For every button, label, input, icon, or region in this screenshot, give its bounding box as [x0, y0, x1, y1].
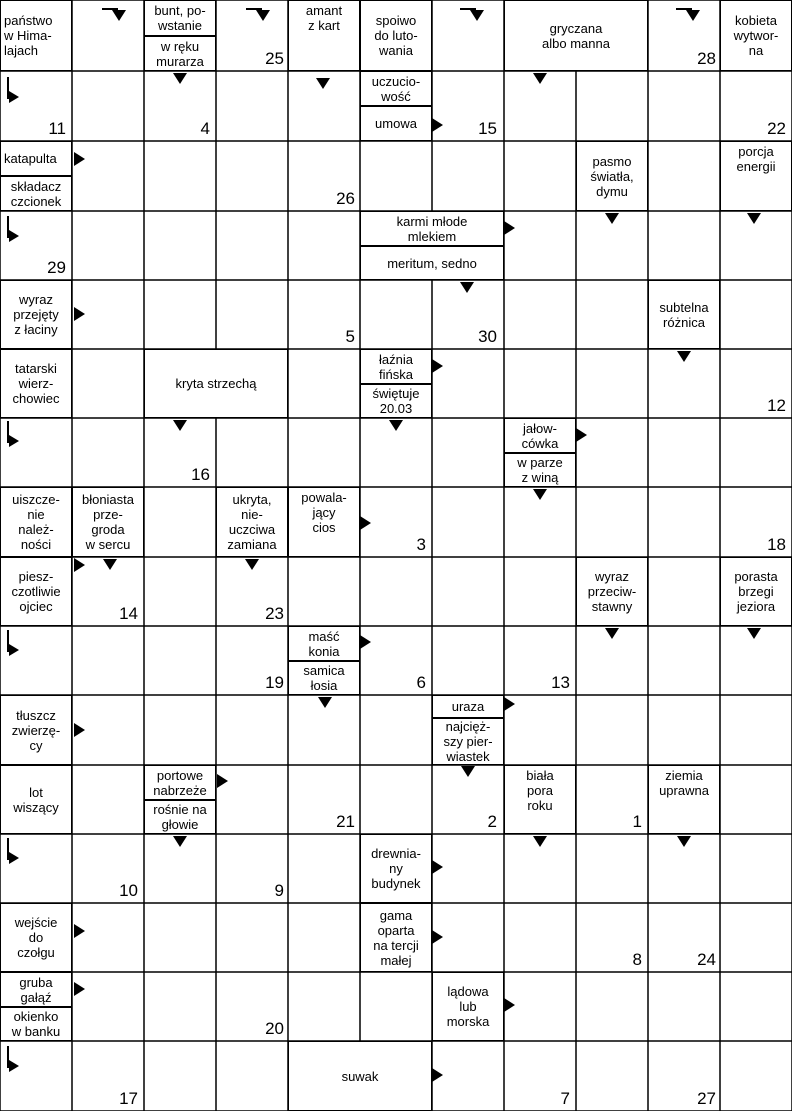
clue-cell: wyraz przeciw- stawny: [576, 557, 648, 626]
direction-arrow-icon: [7, 77, 21, 105]
direction-arrow-icon: [246, 8, 272, 24]
clue-cell: lot wiszący: [0, 765, 72, 834]
direction-arrow-icon: [432, 1068, 443, 1082]
clue-cell: wyraz przejęty z łaciny: [0, 280, 72, 349]
clue-cell: błoniasta prze- groda w sercu: [72, 487, 144, 557]
clue-cell: pasmo światła, dymu: [576, 141, 648, 211]
clue-cell: świętuje 20.03: [360, 384, 432, 418]
clue-cell: uraza: [432, 695, 504, 718]
cell-number: 7: [560, 1089, 570, 1108]
direction-arrow-icon: [605, 628, 619, 639]
direction-arrow-icon: [747, 213, 761, 224]
direction-arrow-icon: [74, 307, 85, 321]
direction-arrow-icon: [7, 838, 21, 866]
cell-number: 10: [119, 881, 138, 900]
clue-cell: okienko w banku: [0, 1007, 72, 1041]
cell-number: 25: [265, 49, 284, 68]
direction-arrow-icon: [432, 118, 443, 132]
clue-cell: kryta strzechą: [144, 349, 288, 418]
direction-arrow-icon: [747, 628, 761, 639]
clue-cell: suwak: [288, 1041, 432, 1111]
direction-arrow-icon: [74, 924, 85, 938]
direction-arrow-icon: [173, 420, 187, 431]
clue-cell: subtelna różnica: [648, 280, 720, 349]
clue-cell: łaźnia fińska: [360, 349, 432, 384]
clue-cell: bunt, po- wstanie: [144, 0, 216, 36]
direction-arrow-icon: [7, 421, 21, 449]
cell-number: 12: [767, 396, 786, 415]
direction-arrow-icon: [533, 836, 547, 847]
cell-number: 24: [697, 950, 716, 969]
cell-number: 28: [697, 49, 716, 68]
clue-cell: gama oparta na tercji małej: [360, 903, 432, 972]
direction-arrow-icon: [432, 930, 443, 944]
direction-arrow-icon: [103, 559, 117, 570]
direction-arrow-icon: [677, 351, 691, 362]
direction-arrow-icon: [173, 73, 187, 84]
cell-number: 23: [265, 604, 284, 623]
clue-cell: piesz- czotliwie ojciec: [0, 557, 72, 626]
cell-number: 3: [416, 535, 426, 554]
cell-number: 9: [274, 881, 284, 900]
direction-arrow-icon: [318, 697, 332, 708]
cell-number: 14: [119, 604, 138, 623]
clue-cell: gryczana albo manna: [504, 0, 648, 71]
clue-cell: maść konia: [288, 626, 360, 661]
clue-cell: uczucio- wość: [360, 71, 432, 106]
direction-arrow-icon: [7, 1046, 21, 1074]
cell-number: 22: [767, 119, 786, 138]
clue-cell: kobieta wytwor- na: [720, 0, 792, 71]
cell-number: 13: [551, 673, 570, 692]
clue-cell: biała pora roku: [504, 765, 576, 834]
direction-arrow-icon: [432, 860, 443, 874]
clue-cell: ziemia uprawna: [648, 765, 720, 834]
direction-arrow-icon: [74, 558, 85, 572]
direction-arrow-icon: [217, 774, 228, 788]
direction-arrow-icon: [432, 359, 443, 373]
cell-number: 16: [191, 465, 210, 484]
cell-number: 8: [632, 950, 642, 969]
clue-cell: porasta brzegi jeziora: [720, 557, 792, 626]
direction-arrow-icon: [245, 559, 259, 570]
clue-cell: umowa: [360, 106, 432, 141]
direction-arrow-icon: [102, 8, 128, 24]
clue-cell: wejście do czołgu: [0, 903, 72, 972]
cell-number: 30: [478, 327, 497, 346]
cell-number: 11: [48, 119, 66, 138]
cell-number: 26: [336, 189, 355, 208]
clue-cell: amant z kart: [288, 0, 360, 71]
direction-arrow-icon: [74, 982, 85, 996]
direction-arrow-icon: [605, 213, 619, 224]
clue-cell: lądowa lub morska: [432, 972, 504, 1041]
clue-cell: portowe nabrzeże: [144, 765, 216, 800]
direction-arrow-icon: [389, 420, 403, 431]
cell-number: 15: [478, 119, 497, 138]
cell-number: 29: [47, 258, 66, 277]
direction-arrow-icon: [316, 78, 330, 89]
clue-cell: gruba gałąź: [0, 972, 72, 1007]
direction-arrow-icon: [461, 766, 475, 777]
direction-arrow-icon: [504, 697, 515, 711]
direction-arrow-icon: [504, 998, 515, 1012]
direction-arrow-icon: [360, 635, 371, 649]
direction-arrow-icon: [74, 723, 85, 737]
cell-number: 27: [697, 1089, 716, 1108]
direction-arrow-icon: [74, 152, 85, 166]
clue-cell: jałow- cówka: [504, 418, 576, 453]
direction-arrow-icon: [460, 8, 486, 24]
cell-number: 20: [265, 1019, 284, 1038]
cell-number: 6: [416, 673, 426, 692]
direction-arrow-icon: [7, 630, 21, 658]
clue-cell: państwo w Hima- lajach: [0, 0, 72, 71]
clue-cell: drewnia- ny budynek: [360, 834, 432, 903]
cell-number: 2: [487, 812, 497, 831]
clue-cell: samica łosia: [288, 661, 360, 695]
clue-cell: uiszcze- nie należ- ności: [0, 487, 72, 557]
clue-cell: katapulta: [0, 141, 72, 176]
clue-cell: tatarski wierz- chowiec: [0, 349, 72, 418]
cell-number: 1: [632, 812, 642, 831]
direction-arrow-icon: [173, 836, 187, 847]
clue-cell: w ręku murarza: [144, 36, 216, 71]
clue-cell: tłuszcz zwierzę- cy: [0, 695, 72, 765]
clue-cell: rośnie na głowie: [144, 800, 216, 834]
clue-cell: składacz czcionek: [0, 176, 72, 211]
direction-arrow-icon: [576, 428, 587, 442]
direction-arrow-icon: [360, 516, 371, 530]
clue-cell: najcięż- szy pier- wiastek: [432, 718, 504, 765]
clue-cell: powala- jący cios: [288, 487, 360, 557]
clue-cell: spoiwo do luto- wania: [360, 0, 432, 71]
clue-cell: meritum, sedno: [360, 246, 504, 280]
cell-number: 21: [336, 812, 355, 831]
direction-arrow-icon: [460, 282, 474, 293]
direction-arrow-icon: [533, 73, 547, 84]
cell-number: 5: [345, 327, 355, 346]
direction-arrow-icon: [677, 836, 691, 847]
clue-cell: ukryta, nie- uczciwa zamiana: [216, 487, 288, 557]
clue-cell: porcja energii: [720, 141, 792, 211]
direction-arrow-icon: [533, 489, 547, 500]
direction-arrow-icon: [7, 216, 21, 244]
cell-number: 19: [265, 673, 284, 692]
clue-cell: w parze z winą: [504, 453, 576, 487]
cell-number: 4: [200, 119, 210, 138]
cell-number: 17: [119, 1089, 138, 1108]
cell-number: 18: [767, 535, 786, 554]
clue-cell: karmi młode mlekiem: [360, 211, 504, 246]
direction-arrow-icon: [504, 221, 515, 235]
direction-arrow-icon: [676, 8, 702, 24]
